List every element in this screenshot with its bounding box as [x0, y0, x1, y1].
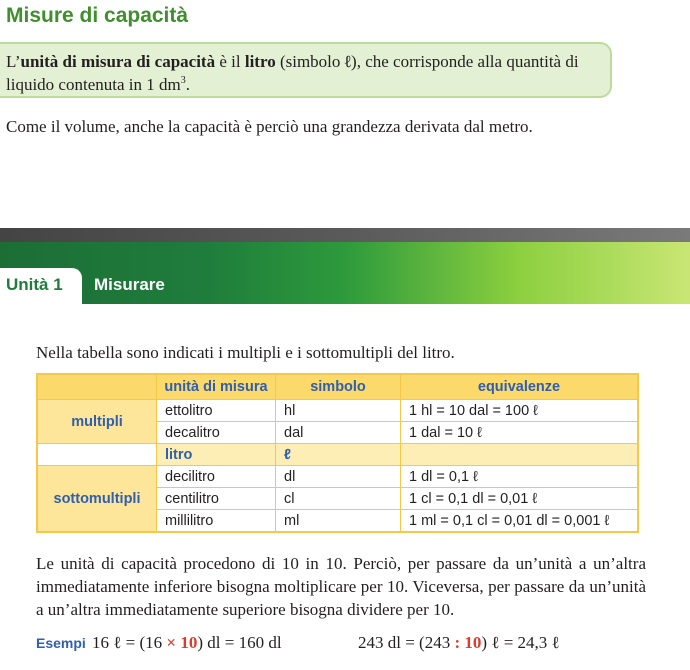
definition-text-4: ), che corrisponde alla quantità di liquido contenuta in 1 dm	[6, 52, 579, 94]
unit-name: millilitro	[157, 510, 276, 533]
table-row	[37, 400, 638, 422]
table-header-unit: unità di misura	[157, 374, 276, 400]
unit-symbol: ml	[276, 510, 401, 533]
unit-name: decalitro	[157, 422, 276, 444]
definition-bold-2: litro	[244, 52, 276, 71]
example-2-pre: 243 dl = (243	[358, 633, 455, 652]
unit-symbol: dl	[276, 466, 401, 488]
table-header-blank	[37, 374, 157, 400]
unit-symbol: ℓ	[276, 444, 401, 466]
examples	[36, 633, 676, 653]
litre-symbol: ℓ	[344, 52, 352, 71]
table-row	[37, 466, 638, 488]
unit-symbol: cl	[276, 488, 401, 510]
unit-symbol: hl	[276, 400, 401, 422]
example-1	[92, 633, 282, 653]
example-1-post: ) dl = 160 dl	[197, 633, 282, 652]
unit-equivalence: 1 cl = 0,1 dl = 0,01 ℓ	[401, 488, 639, 510]
definition-bold-1: unità di misura di capacità	[20, 52, 216, 71]
definition-exponent: 3	[180, 75, 186, 86]
chapter-header-band	[0, 228, 690, 304]
table-header-equivalences: equivalenze	[401, 374, 639, 400]
example-2-post: ) ℓ = 24,3 ℓ	[481, 633, 560, 652]
litro-blank	[37, 444, 157, 466]
table-header-symbol: simbolo	[276, 374, 401, 400]
chapter-label: Misurare	[94, 275, 165, 294]
definition-text-1: L’	[6, 52, 21, 71]
unit-name: centilitro	[157, 488, 276, 510]
example-1-operation: × 10	[166, 633, 198, 652]
unit-name: litro	[157, 444, 276, 466]
unit-equivalence: 1 hl = 10 dal = 100 ℓ	[401, 400, 639, 422]
unit-label: Unità 1	[6, 275, 63, 294]
definition-text-5: .	[185, 75, 190, 94]
units-table	[36, 373, 639, 533]
example-2	[358, 633, 560, 653]
paragraph-volume: Come il volume, anche la capacità è perciò una grandezza derivata dal metro.	[6, 117, 533, 136]
definition-text-2: è il	[215, 52, 245, 71]
definition-box	[0, 42, 612, 98]
example-1-pre: 16 ℓ = (16	[92, 633, 167, 652]
page-title: Misure di capacità	[6, 4, 189, 27]
unit-equivalence: 1 ml = 0,1 cl = 0,01 dl = 0,001 ℓ	[401, 510, 639, 533]
group-sottomultipli: sottomultipli	[37, 466, 157, 533]
group-multipli: multipli	[37, 400, 157, 444]
table-intro: Nella tabella sono indicati i multipli e i sottomultipli del litro.	[36, 343, 455, 362]
unit-name: decilitro	[157, 466, 276, 488]
table-header-row	[37, 374, 638, 400]
header-stripe	[0, 228, 690, 242]
definition-text-3: (simbolo	[275, 52, 345, 71]
unit-equivalence	[401, 444, 639, 466]
unit-name: ettolitro	[157, 400, 276, 422]
paragraph-conversion: Le unità di capacità procedono di 10 in 10. Perciò, per passare da un’unità a un’altra immediatamente inferiore bisogna moltiplicare per 10. Viceversa, per passare da un’unità a un’altra immediatamente superiore bisogna dividere per 10.	[36, 554, 646, 619]
table-row-litro	[37, 444, 638, 466]
examples-label: Esempi	[36, 635, 86, 651]
unit-symbol: dal	[276, 422, 401, 444]
example-2-operation: : 10	[454, 633, 482, 652]
unit-equivalence: 1 dal = 10 ℓ	[401, 422, 639, 444]
unit-equivalence: 1 dl = 0,1 ℓ	[401, 466, 639, 488]
